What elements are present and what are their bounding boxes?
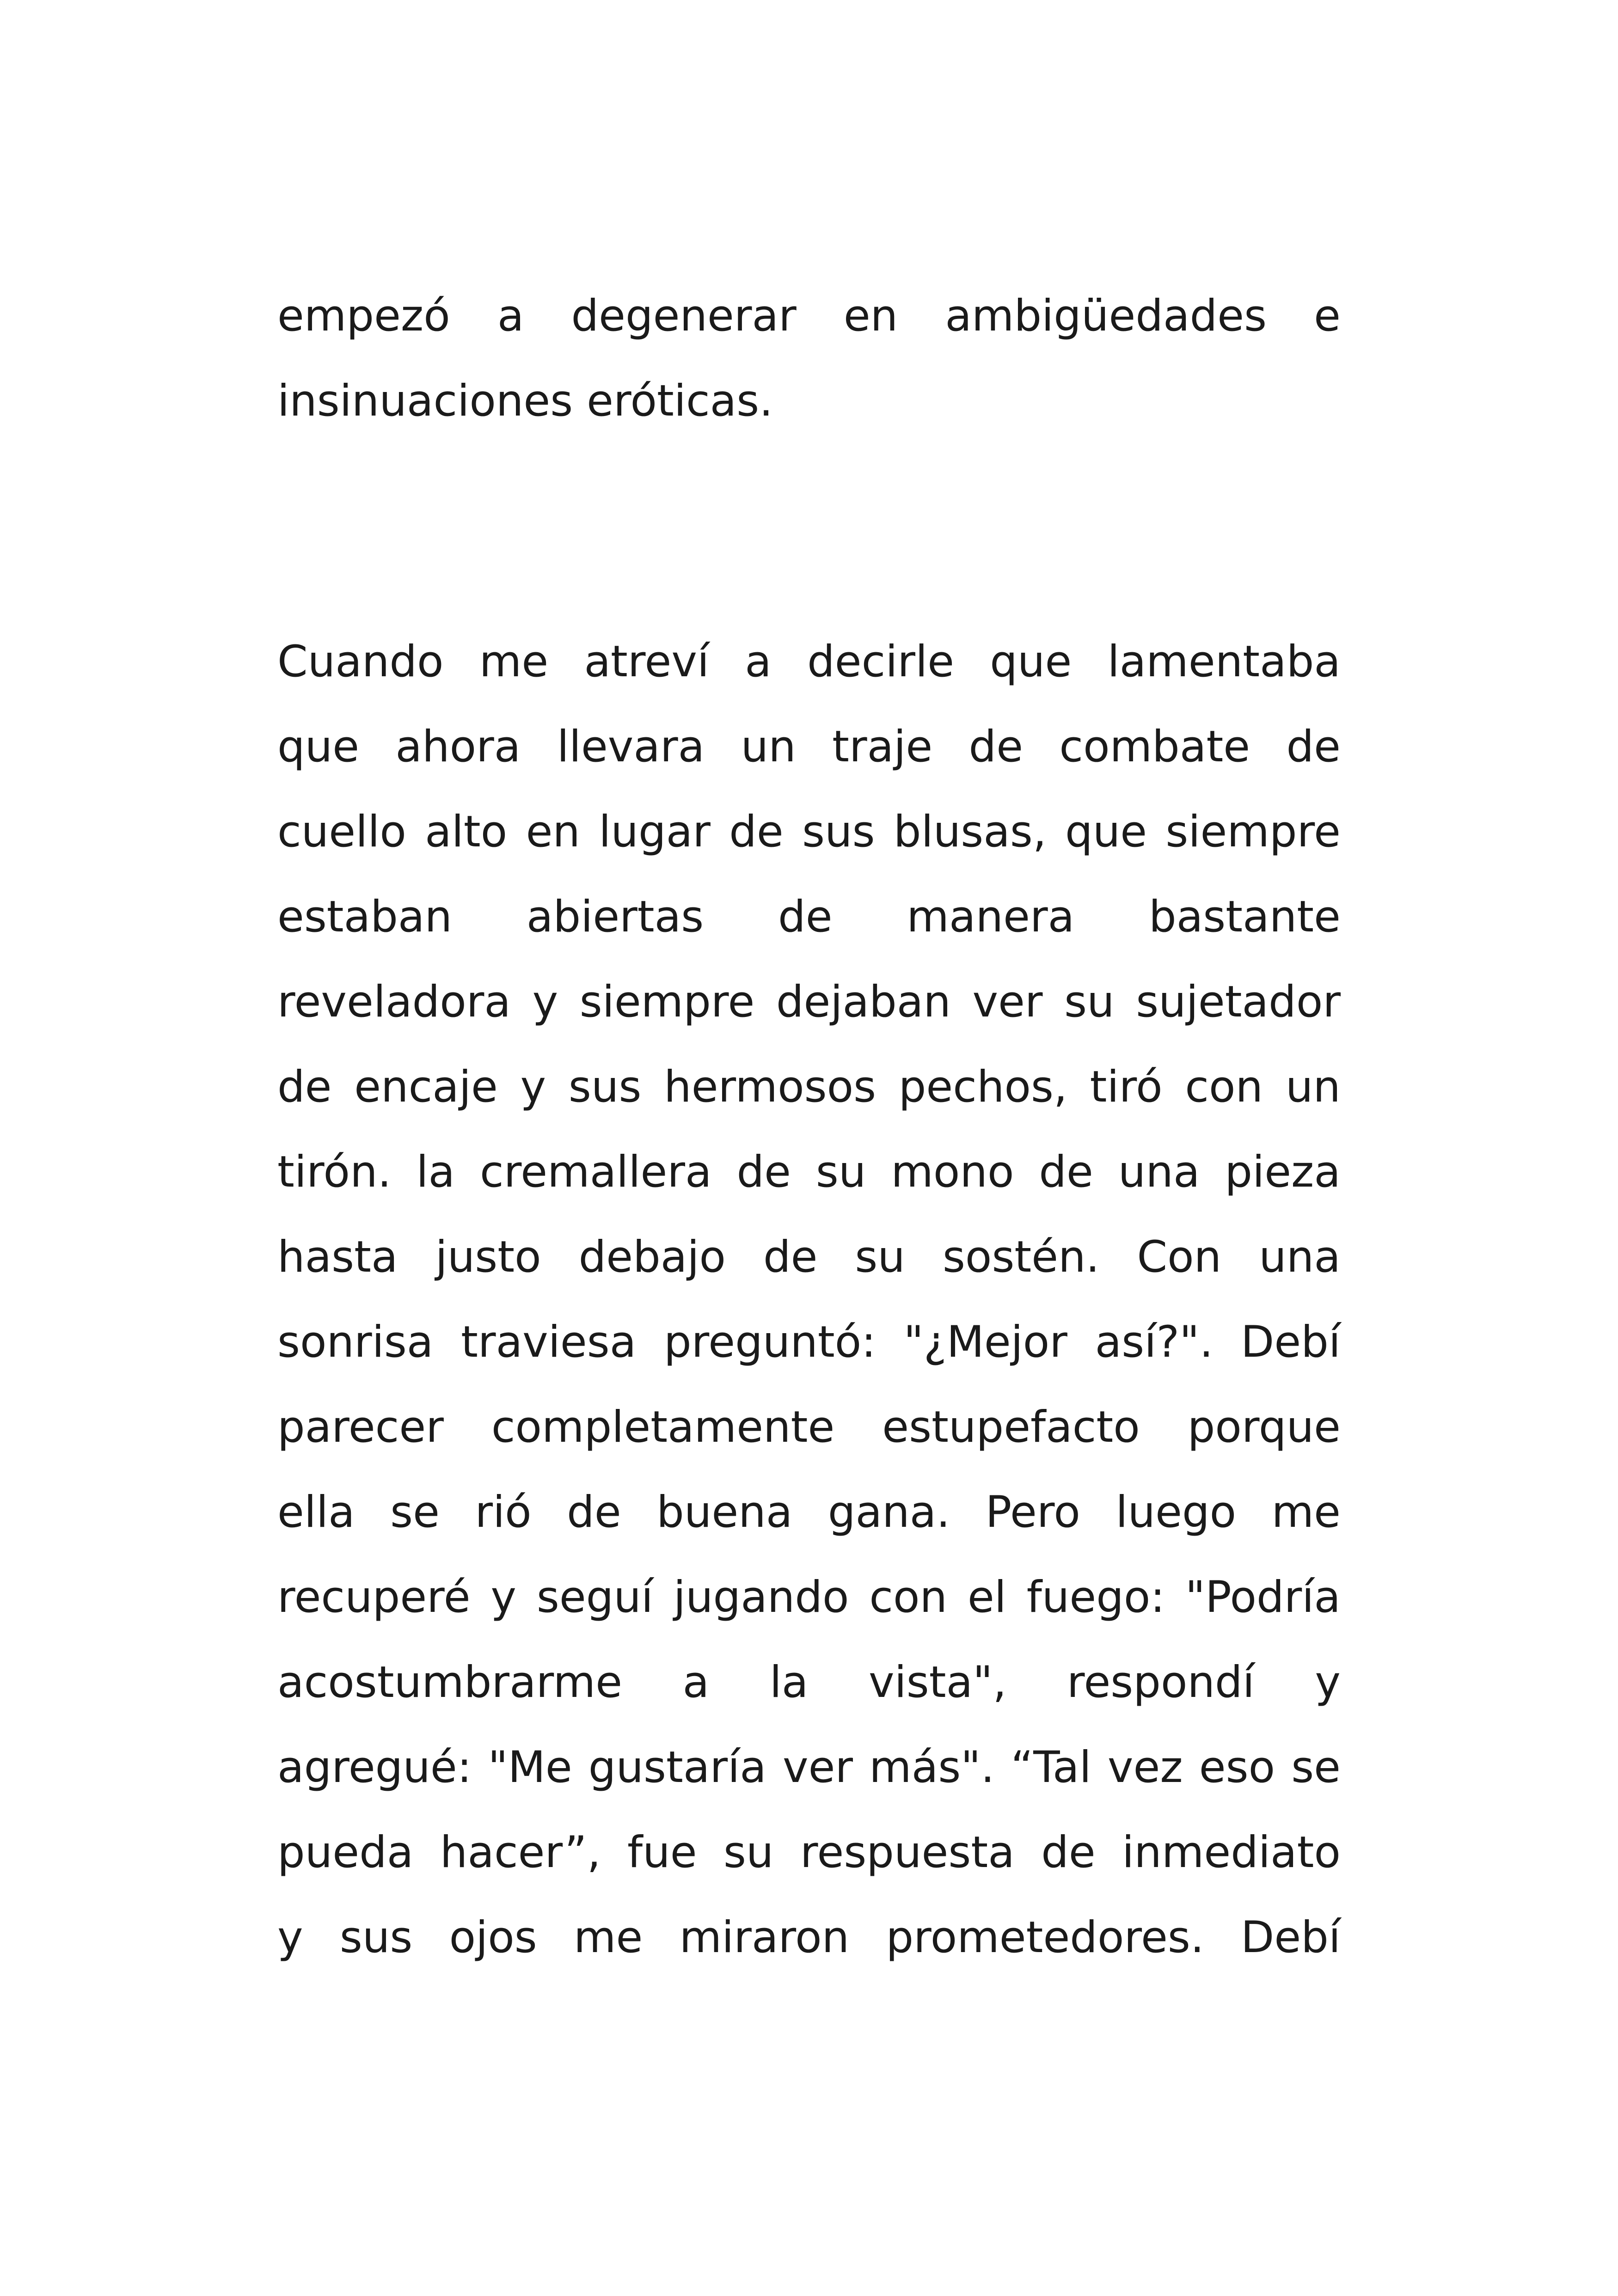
text-line: hasta justo debajo de su sostén. Con una (277, 1232, 1341, 1282)
text-line: ella se rió de buena gana. Pero luego me (277, 1487, 1341, 1537)
text-line: empezó a degenerar en ambigüedades e (277, 291, 1341, 341)
paragraph (277, 619, 1341, 1980)
text-line: y sus ojos me miraron prometedores. Debí (277, 1912, 1341, 1963)
text-line: cuello alto en lugar de sus blusas, que siempre (277, 807, 1341, 857)
text-line: de encaje y sus hermosos pechos, tiró con un (277, 1062, 1341, 1112)
text-line: acostumbrarme a la vista", respondí y (277, 1657, 1341, 1708)
text-line: que ahora llevara un traje de combate de (277, 722, 1341, 772)
text-line: sonrisa traviesa preguntó: "¿Mejor así?". Debí (277, 1317, 1341, 1367)
text-line: recuperé y seguí jugando con el fuego: "Podría (277, 1572, 1341, 1623)
text-line: parecer completamente estupefacto porque (277, 1402, 1341, 1452)
text-line: pueda hacer”, fue su respuesta de inmediato (277, 1827, 1341, 1878)
text-line: tirón. la cremallera de su mono de una pieza (277, 1147, 1341, 1197)
text-line: estaban abiertas de manera bastante (277, 892, 1341, 942)
text-line: Cuando me atreví a decirle que lamentaba (277, 637, 1341, 687)
text-line: reveladora y siempre dejaban ver su sujetador (277, 977, 1341, 1027)
paragraph (277, 274, 1341, 444)
text-line: agregué: "Me gustaría ver más". “Tal vez eso se (277, 1742, 1341, 1793)
text-line: insinuaciones eróticas. (277, 376, 773, 426)
